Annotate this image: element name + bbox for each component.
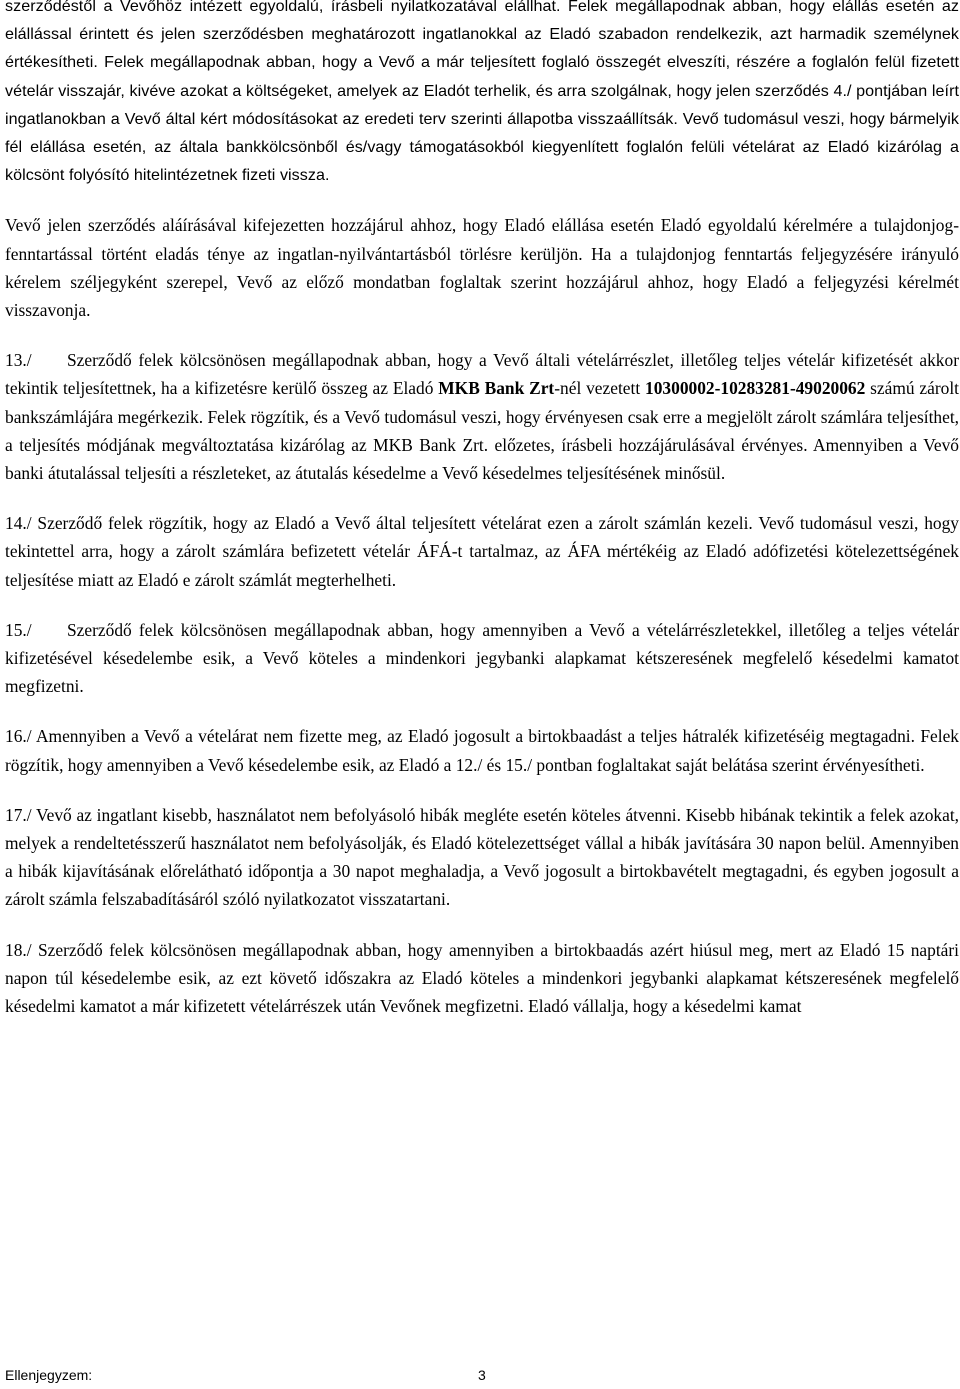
section-15 bbox=[5, 616, 959, 701]
contract-page bbox=[5, 0, 959, 1020]
paragraph-withdrawal: szerződéstől a Vevőhöz intézett egyoldalú, írásbeli nyilatkozatával elállhat. Felek megállapodnak abban, hogy elállás esetén az elállással érintett és jelen szerződésben meghatározott ingatlanokkal az Eladó szabadon rendelkezik, azt harmadik személynek értékesítheti. Felek megállapodnak abban, hogy a Vevő a már teljesített foglaló összegét elveszíti, részére a foglalón felül fizetett vételár visszajár, kivéve azokat a költségeket, amelyek az Eladót terhelik, és arra szolgálnak, hogy jelen szerződés 4./ pontjában leírt ingatlanokban a Vevő által kért módosításokat az eredeti terv szerinti állapotba visszaállítsák. Vevő tudomásul veszi, hogy bármelyik fél elállása esetén, az általa bankkölcsönből és/vagy támogatásokból kiegyenlített foglalón felüli vételárat az Eladó kizárólag a kölcsönt folyósító hitelintézetnek fizeti vissza. bbox=[5, 0, 959, 185]
section-13 bbox=[5, 346, 959, 487]
paragraph-ownership-reservation: Vevő jelen szerződés aláírásával kifejezetten hozzájárul ahhoz, hogy Eladó elállása esetén Eladó egyoldalú kérelmére a tulajdonjog-fenntartással történt eladás ténye az ingatlan-nyilvántartásból törlésre kerüljön. Ha a tulajdonjog fenntartás feljegyzésére irányuló kérelem széljegyként szerepel, Vevő az előző mondatban foglaltak szerint hozzájárul ahhoz, hogy Eladó a feljegyzési kérelmét visszavonja. bbox=[5, 215, 959, 321]
section-16: 16./ Amennyiben a Vevő a vételárat nem fizette meg, az Eladó jogosult a birtokbaadást a teljes hátralék kifizetéséig megtagadni. Felek rögzítik, hogy amennyiben a Vevő késedelembe esik, az Eladó a 12./ és 15./ pontban foglaltakat saját belátása szerint érvényesítheti. bbox=[5, 726, 959, 775]
section-17: 17./ Vevő az ingatlant kisebb, használatot nem befolyásoló hibák megléte esetén köteles átvenni. Kisebb hibának tekintik a felek azokat, melyek a rendeltetésszerű használatot nem befolyásolják, és Eladó kötelezettséget vállal a hibák javítására 30 napon belül. Amennyiben a hibák kijavításának előrelátható időpontja a 30 napot meghaladja, a Vevő jogosult a birtokbavételt megtagadni, és egyben jogosult a zárolt számla felszabadításáról szóló nyilatkozatot visszatartani. bbox=[5, 804, 959, 910]
bank-name: MKB Bank Zrt bbox=[438, 378, 555, 399]
countersign-label: Ellenjegyzem: bbox=[5, 1367, 93, 1383]
section-13-text-part2: -nél vezetett bbox=[554, 378, 646, 399]
section-15-text: Szerződő felek kölcsönösen megállapodnak abban, hogy amennyiben a Vevő a vételárrészletekkel, illetőleg a teljes vételár kifizetésével késedelembe esik, a Vevő köteles a mindenkori jegybanki alapkamat kétszeresének megfelelő késedelmi kamatot megfizetni. bbox=[5, 619, 959, 697]
bank-account-number: 10300002-10283281-49020062 bbox=[645, 378, 866, 399]
section-13-number: 13./ bbox=[5, 350, 32, 371]
section-13-text-part1: Szerződő felek kölcsönösen megállapodnak abban, hogy a Vevő általi vételárrészlet, illetőleg teljes vételár kifizetését akkor tekintik teljesítettnek, ha a kifizetésre kerülő összeg az Eladó bbox=[5, 350, 959, 399]
page-number: 3 bbox=[478, 1367, 486, 1383]
section-14: 14./ Szerződő felek rögzítik, hogy az Eladó a Vevő által teljesített vételárat ezen a zárolt számlán kezeli. Vevő tudomásul veszi, hogy tekintettel arra, hogy a zárolt számlára befizetett vételár ÁFÁ-t tartalmaz, az ÁFA mértékéig az Eladó adófizetési kötelezettségének teljesítése miatt az Eladó e zárolt számlát megterhelheti. bbox=[5, 513, 959, 590]
section-18: 18./ Szerződő felek kölcsönösen megállapodnak abban, hogy amennyiben a birtokbaadás azért hiúsul meg, mert az Eladó 15 naptári napon túl késedelembe esik, az ezt követő időszakra az Eladó köteles a mindenkori jegybanki alapkamat kétszeresének megfelelő késedelmi kamatot a már kifizetett vételárrészek után Vevőnek megfizetni. Eladó vállalja, hogy a késedelmi kamat bbox=[5, 939, 959, 1017]
section-13-text-part3: számú zárolt bankszámlájára megérkezik. Felek rögzítik, és a Vevő tudomásul veszi, hogy érvényesen csak erre a megjelölt zárolt számlára teljesíthet, a teljesítés módjának megváltoztatása kizárólag az MKB Bank Zrt. előzetes, írásbeli hozzájárulásával érvényes. Amennyiben a Vevő banki átutalással teljesíti a részleteket, az átutalás késedelme a Vevő késedelmes teljesítésének minősül. bbox=[5, 378, 960, 484]
section-15-number: 15./ bbox=[5, 619, 32, 640]
